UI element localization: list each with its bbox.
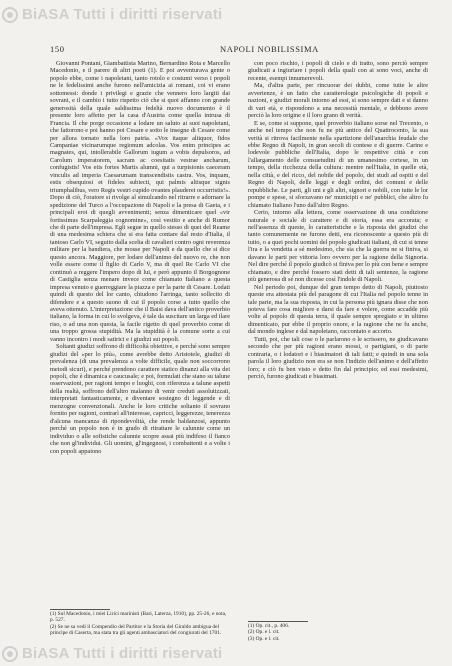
footnote-rule (248, 621, 308, 622)
paragraph: Giovanni Pontani, Giambattista Marino, Bernardino Rota e Marcello Macedonio, e il parere di altri poeti (1). E poi avventurava gente o popolo ebbe, come i napoletani, tanto rotolo e costumi verso i popoli ne le fedelissimi anche furono nell'amicizia ai romani, coi vi erano sottomessi: donde i privilegi e grazie che vennero loro largiti dai sovrani, e il cambio i tutto rispetto ciò che si quoi affanno con grande generosità della quale saldissima fedeltà nuovo documento è il presente loro affetto per la casa d'Austria come quella intrusa di Francia. Il che porge occasione a lodare un saluto ai suoi napoletani, che fattorono e poi hanno poi Cesare e sotto le insegne di Cesare come per allora tornato nella loro patria. «Vox itaque altiquor, fidos Campaniae vicinarumque regionum adcolas. Vos enim principes ac magnates, qui, intollerabile Gallorum iugum a vobis depulsoros, ad Carolum imperatorem, sacram ac coesitatis vestrae ancharum, confugistis! Vos etis fortes Martis alumni, qui a turpisionis caeceram vinculis ad imperia Caesarumam transcendistis castra. Vos, inquam, estis obsequiosi et fideles subiecti, qui palmis altisque signis triumphalibus, vero Regis vestri cupido ovantes plauderet occurristis!». Dopo di ciò, l'oratore si rivolge al simulcando nel ritrarre e adornare la spedizione del Turco a l'occupazione di Napoli e la presa di Gaeta, e i principali eroi di quegli avvenimenti; senza dimenticare quel «vir fortissimus Scarpaleggia cognomine», così vestito e anche di Rumor che di parte dell'impresa. Egli segue in quello stesso di quei del Reame di una medesima schiera che si era fatta contare dal resto d'Italia, il tantoso Carlo VI, seguito dalla scelta di cavalieri contro ogni reverenza militare per la bandiera, che mosse per Napoli e da quello che si dice questo ancora. Maggiore, per lodare dell'animo del nuovo re, che non volle essere come il figlio di Carlo V, ma di quel Re Carlo VI che continuò a reggere l'impero dopo di lui, e però appunto il Borgognone di Castiglia senza menare invece come chiamato Italiano a questa impresa venuto e guerreggiare la piazza e per la parte di Cesare. Lodati quindi di questo del lor canto, chiudono l'arringa, tanto sollecito di difendere e a questo suono di cui il popolo corse a tutto quello che aveva ottenuto. L'interpretazione che il Baisi dava dell'antico proverbio italiano, la forma in cui lo svolgeva, è tale da suscitare un larga ed ilare riso, o ad una non questa, la facile rigetto di quel proverbio come di una troppo grossa stupidità. Ma la stupidità è la comune sorte a cui vanno incontro i modi satirici e i giudizi sui popoli. (50, 60, 230, 343)
watermark-top (2, 6, 222, 23)
watermark-bottom (2, 645, 222, 662)
right-column (248, 60, 428, 620)
paragraph: Nel periodo poi, dunque del gran tempo detto di Napoli, piuttosto queste era attestata più del paragone di cui l'Italia nel popolo tenne in tale parte, ma la sua risposta, in cui la persona più ignara disse che non poteva fare cosa migliore e darsi da fare e volere, come accadde più volte al popolo di questa terra, il quale sempre spregiato e in ultimo dimenticato, pur ebbe il proprio onore, e la ragione che ne fu anche, dal mondo inglese e dal napoletano, raccontato e accorto. (248, 283, 428, 336)
footnote: (3) Op. e l. cit. (248, 635, 280, 642)
watermark-logo-icon (2, 7, 18, 23)
paragraph: Ma, d'altra parte, per rincuorar dei dubbi, come tutte le altre avvertenze, è un fatto che caratterologie psicologiche di popoli e nazioni, e giudizi morali intorno ad essi, si sono sempre dati e si danno di vari età, e rispondono a una necessità mentale, e debbono avere perciò la loro origine e il loro grano di verità. (248, 82, 428, 120)
paragraph: Certo, intorno alla lettera, come osservazione di una condizione naturale e sociale di carattere e di storia, essa era accorata; e nell'assenza di queste, lo caratteristiche e la risposta dei giudizi che tanto comunemente ne furono detti, era riconoscente a questo più di tutto, o a quei pochi uomini del popolo giudicati italiani, di cui si tenne l'ira e la vendetta a sé medesimo, che sia che la guerra ne si finiva, si davano le parti per vittoria loro ovvero per la ragione della Signoria. Nel dire perché il popolo giudicò si finiva per lo più con bene e sempre chiamato, e dire perché fossero stati detti di tali sentenze, la ragione più generosa di sé non dicesse così l'indole di Napoli. (248, 209, 428, 284)
watermark-logo-icon (2, 646, 18, 662)
footnote-rule (50, 609, 110, 610)
paragraph: Soltanti giudizi soffrono di difficoltà obiettive, e perché sono sempre giudizi del «per lo più», come avrebbe detto Aristotele, giudizi di prevalenza (di una prevalenza a volte difficile, quale non soccorrono metodi sicuri), e perché prendono carattere statico dinanzi alla vita dei popoli, che è dinamica e caucusale; e poi, formulati che siano su talune osservazioni, per ragioni tempo e luoghi, con riferenza a talune aspetti della realtà, soffrono dell'altro malanno di venir creduti assolutizzati, interpretati fantasticamente, e diventare sostegno di leggende e di menzogne convenzionali. Anche le loro critiche soltanto il sovrano fornito per ragioni, contrarì all'interesse, capricci, leggerezze, tenerezza d'alcuna mancanza di ripondevolità, che rende baldanzosi, appunto perché un popolo non è in grado di ritrattare le calunnie come un individuo o alle sofistiche calunnie scopre assai più indifeso il fianco che non gl'individui. Gli uomini, gl'ingegnosi, i combattenti e a volte i con popoli appaiono (50, 343, 230, 455)
paragraph: con poco rischio, i popoli di cielo e di tratto, sono perciò sempre giudicati a ingiuriare i popoli della quali con ai sono voci, anche di recente, esempi innumerevoli. (248, 60, 428, 82)
page-header (50, 44, 438, 58)
running-title: NAPOLI NOBILISSIMA (220, 44, 319, 54)
footnote: (1) Sul Macedonio, i miei Lirici marinisti (Bari, Laterza, 1910), pp. 25-26, e nota, p. 527. (50, 611, 227, 624)
watermark-text: BiASA Tutti i diritti riservati (22, 645, 223, 662)
paragraph: E se, come si suppone, quel proverbio italiano sorse nel Trecento, o anche nel tempo che non fu ne più antico del Quattrocento, la sua verità si ritrova facilmente nella spartizione dell'anarchia feudale che ebbe Regno di Napoli, in gran secoli di contese e di guerre. Carine e lodevole pubbliche dell'Italia, dopo le respettive città e con l'allargamento delle consuetudini di un umanesimo cortese, in un tempo, della ricchezza della cultura: mentre nell'Italia, in quelle età, nella città, e del ricco, del nobile del popolo, dei studi ad ospiti e del Regno di Napoli, delle leggi e degli ordini, dei comuni e delle repubbliche. Le parti, gli uni e gli altri, signori e nobili, con tutte le lor pompe e spese, si sforzavano ne' municipii e ne' pubblici, che altro fu chiamato Italiano l'uno dall'altro Regno. (248, 119, 428, 209)
footnote: (1) Op. cit., p. 406. (248, 623, 290, 629)
left-column (50, 60, 230, 640)
page-number: 150 (50, 44, 65, 54)
footnotes-left (50, 611, 230, 637)
watermark-text: BiASA Tutti i diritti riservati (22, 6, 223, 23)
footnotes-right (248, 623, 428, 642)
footnote: (2) Op. e l. cit. (248, 629, 280, 636)
footnote: (2) Se ne sa vedi il Compendio del Partitor e la Storia del Giraldo ambigua del principe di Caserta, ma stata tra gli agenti ambasciatori del congiurati del 1701. (50, 623, 222, 637)
paragraph: Tutti, poi, che tali cose o le parlarono o le scrissero, ne giudicavano secondo che per più ragioni erano mossi, o partigiani, o di parte contraria, o i lodatori e i biasimatori di tali fatti; e quindi in una sola parola il loro giudizio non era se non l'indizio dell'animo e dell'affetto loro; e ciò fu ben visto e detto fin dal principio; ed essi medesimi, perciò, furono giudicati e biasimati. (248, 335, 428, 381)
